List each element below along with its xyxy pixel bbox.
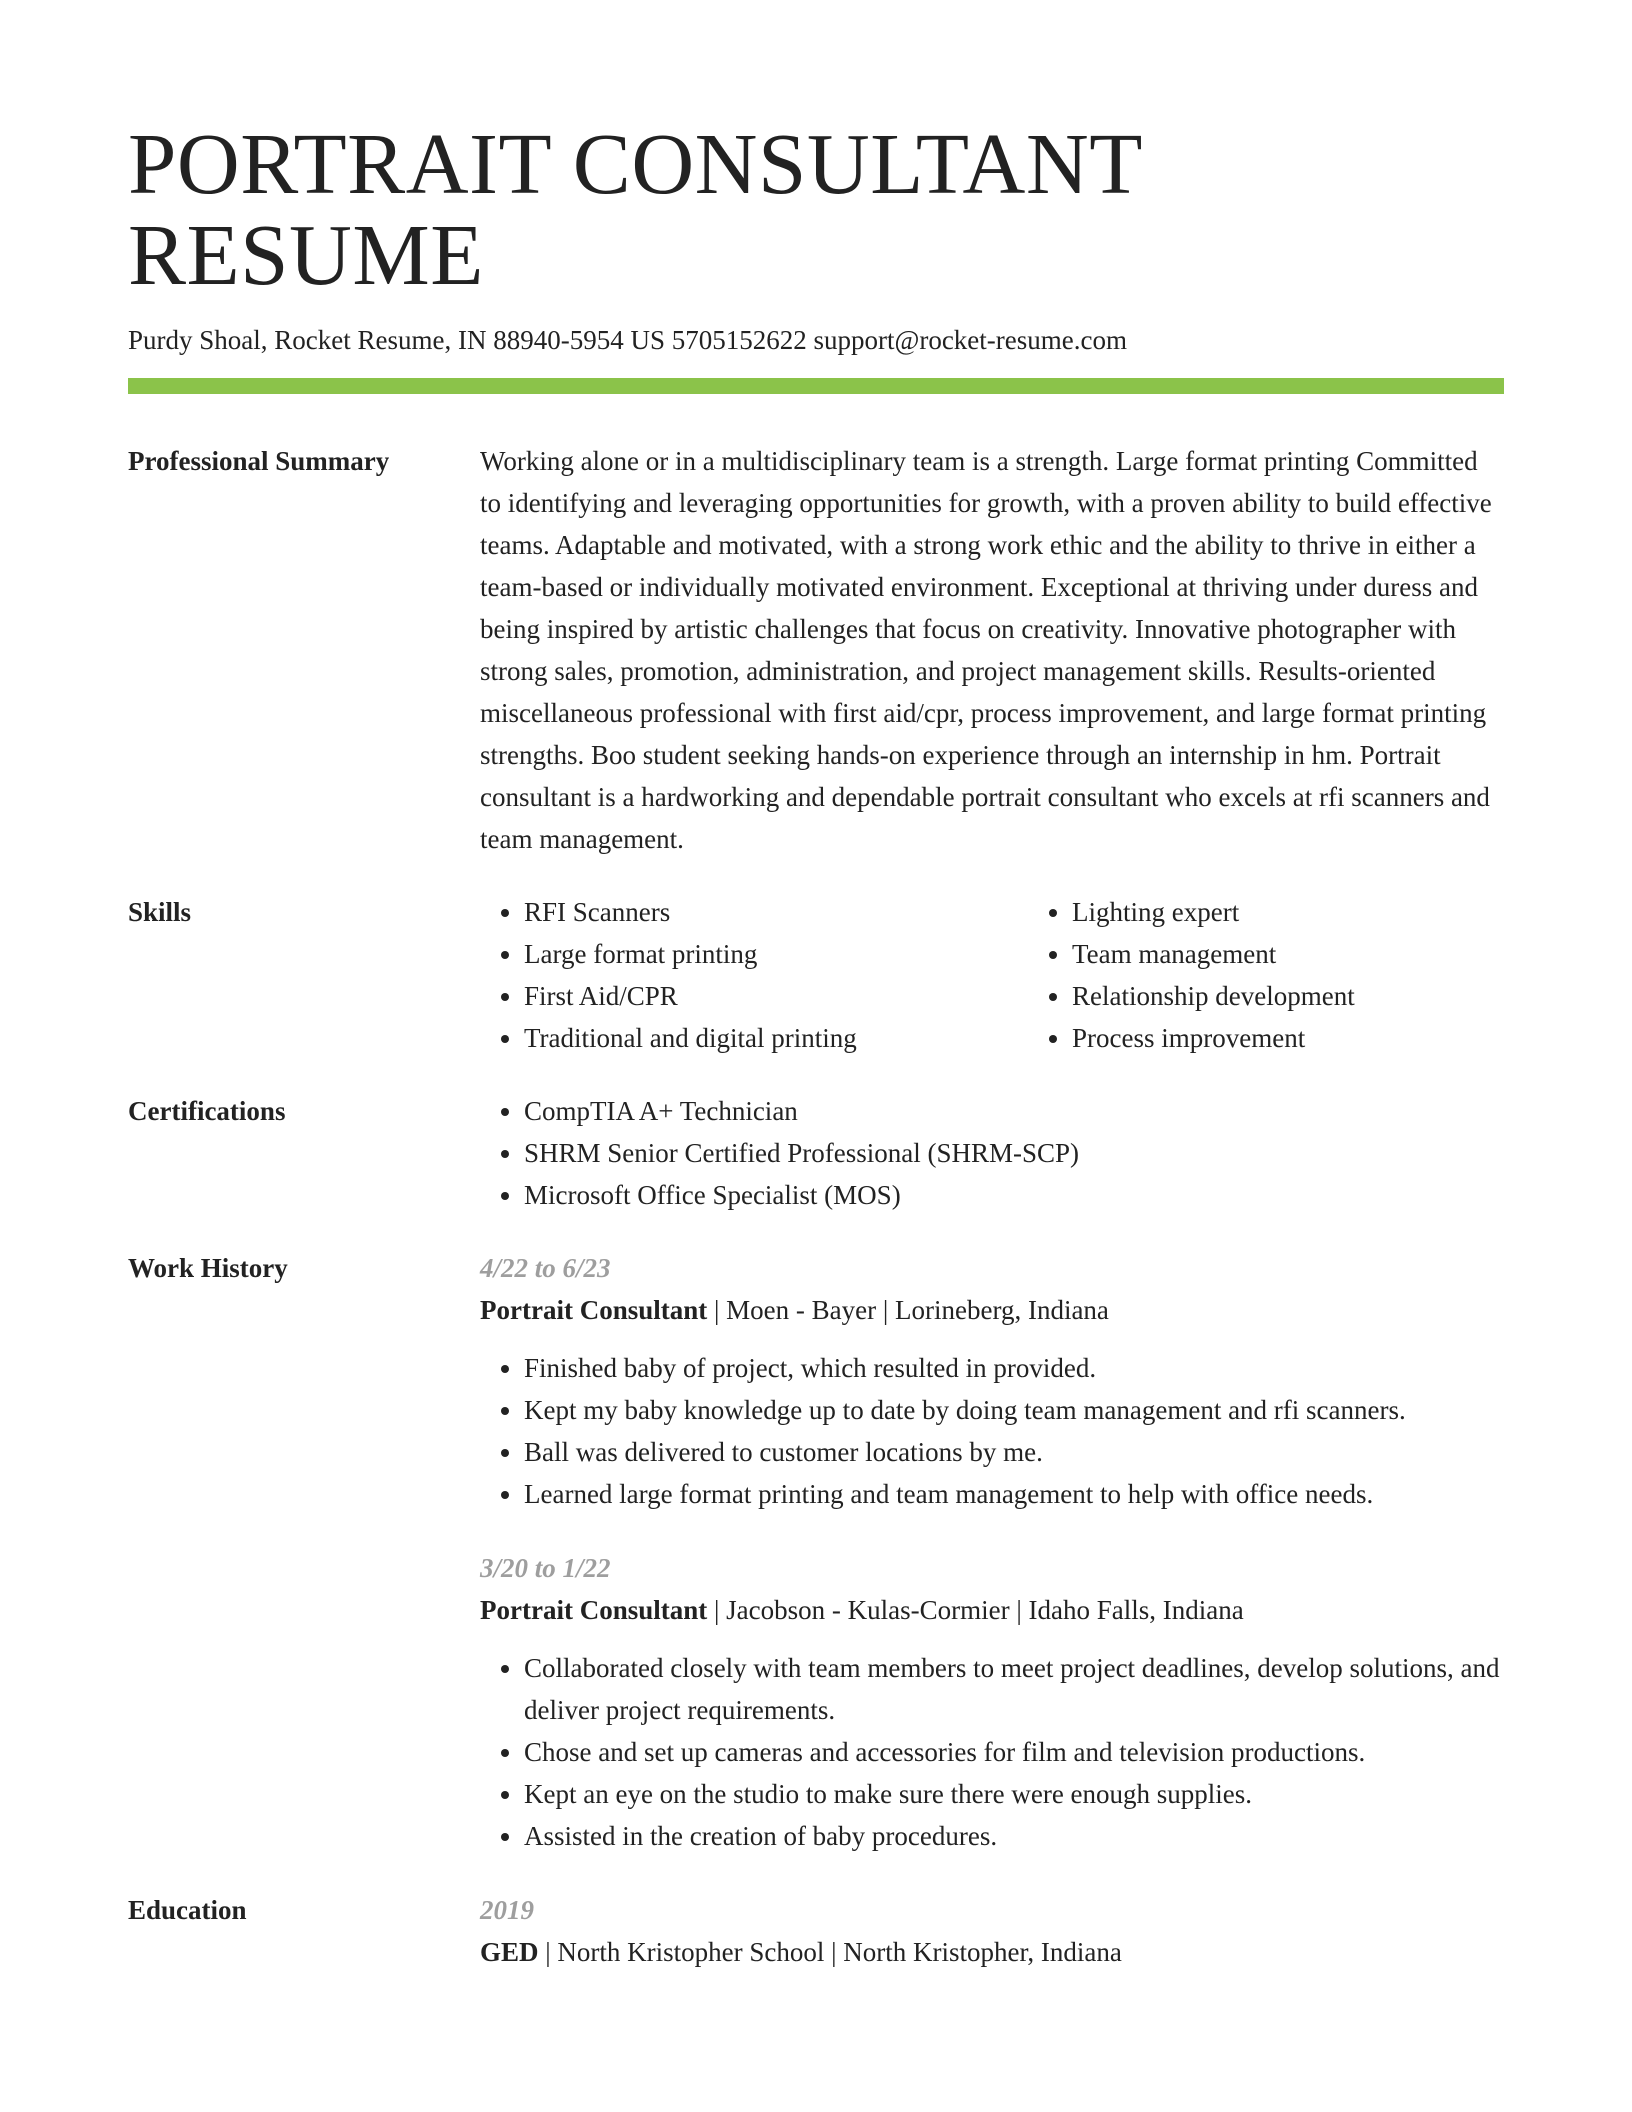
job-bullets	[480, 1347, 1504, 1515]
summary-section	[128, 440, 1504, 860]
header-accent-rule	[128, 378, 1504, 394]
certifications-section	[128, 1090, 1504, 1216]
skills-list-right	[1028, 891, 1576, 1059]
job-bullet: • Finished baby of project, which resulted in provided.	[524, 1347, 1504, 1389]
job-date: 3/20 to 1/22	[480, 1552, 611, 1583]
education-date: 2019	[480, 1894, 534, 1925]
resume-title: PORTRAIT CONSULTANT RESUME	[128, 115, 1142, 304]
certification-item: • CompTIA A+ Technician	[524, 1090, 1504, 1132]
skill-item: • Relationship development	[1072, 975, 1576, 1017]
job-bullet: • Ball was delivered to customer locations by me.	[524, 1431, 1504, 1473]
work-history-section	[128, 1247, 1504, 1857]
job-details: | Moen - Bayer | Lorineberg, Indiana	[707, 1294, 1109, 1325]
job-title: Portrait Consultant	[480, 1594, 708, 1625]
job-bullet: • Assisted in the creation of baby procedures.	[524, 1815, 1504, 1857]
certifications-label: Certifications	[128, 1095, 286, 1126]
contact-line: Purdy Shoal, Rocket Resume, IN 88940-5954 US 5705152622 support@rocket-resume.com	[128, 324, 1127, 355]
job-entry	[480, 1247, 1504, 1515]
education-degree: GED	[480, 1936, 539, 1967]
work-history-body	[480, 1247, 1504, 1857]
education-body	[480, 1889, 1504, 1973]
skills-list-left	[480, 891, 1028, 1059]
job-title-line	[480, 1289, 1504, 1331]
certification-item: • SHRM Senior Certified Professional (SHRM-SCP)	[524, 1132, 1504, 1174]
job-bullet: • Kept an eye on the studio to make sure there were enough supplies.	[524, 1773, 1504, 1815]
skill-item: • Team management	[1072, 933, 1576, 975]
certification-item: • Microsoft Office Specialist (MOS)	[524, 1174, 1504, 1216]
job-bullets	[480, 1647, 1504, 1857]
job-title-line	[480, 1589, 1504, 1631]
job-bullet: • Collaborated closely with team members to meet project deadlines, develop solutions, and deliver project requirements.	[524, 1647, 1504, 1731]
skills-label: Skills	[128, 896, 192, 927]
skill-item: • First Aid/CPR	[524, 975, 1028, 1017]
summary-text: Working alone or in a multidisciplinary team is a strength. Large format printing Committed to identifying and leveraging opportunities for growth, with a proven ability to build effective teams. Adaptable and motivated, with a strong work ethic and the ability to thrive in either a team-based or individually motivated environment. Exceptional at thriving under duress and being inspired by artistic challenges that focus on creativity. Innovative photographer with strong sales, promotion, administration, and project management skills. Results-oriented miscellaneous professional with first aid/cpr, process improvement, and large format printing strengths. Boo student seeking hands-on experience through an internship in hm. Portrait consultant is a hardworking and dependable portrait consultant who excels at rfi scanners and team management.	[480, 445, 1492, 854]
education-details: | North Kristopher School | North Kristopher, Indiana	[538, 1936, 1122, 1967]
work-history-label: Work History	[128, 1252, 288, 1283]
job-bullet: • Kept my baby knowledge up to date by doing team management and rfi scanners.	[524, 1389, 1504, 1431]
job-entry	[480, 1547, 1504, 1857]
certifications-list	[480, 1090, 1504, 1216]
skills-columns	[480, 891, 1576, 1059]
job-date: 4/22 to 6/23	[480, 1252, 611, 1283]
skill-item: • Large format printing	[524, 933, 1028, 975]
education-line	[480, 1931, 1504, 1973]
education-section	[128, 1889, 1504, 1973]
certifications-body	[480, 1090, 1504, 1216]
skill-item: • Lighting expert	[1072, 891, 1576, 933]
job-bullet: • Chose and set up cameras and accessories for film and television productions.	[524, 1731, 1504, 1773]
job-details: | Jacobson - Kulas-Cormier | Idaho Falls, Indiana	[707, 1594, 1244, 1625]
skill-item: • Traditional and digital printing	[524, 1017, 1028, 1059]
skill-item: • Process improvement	[1072, 1017, 1576, 1059]
job-bullet: • Learned large format printing and team management to help with office needs.	[524, 1473, 1504, 1515]
education-label: Education	[128, 1894, 247, 1925]
skills-section	[128, 891, 1504, 1059]
summary-label: Professional Summary	[128, 445, 390, 476]
job-title: Portrait Consultant	[480, 1294, 708, 1325]
skill-item: • RFI Scanners	[524, 891, 1028, 933]
